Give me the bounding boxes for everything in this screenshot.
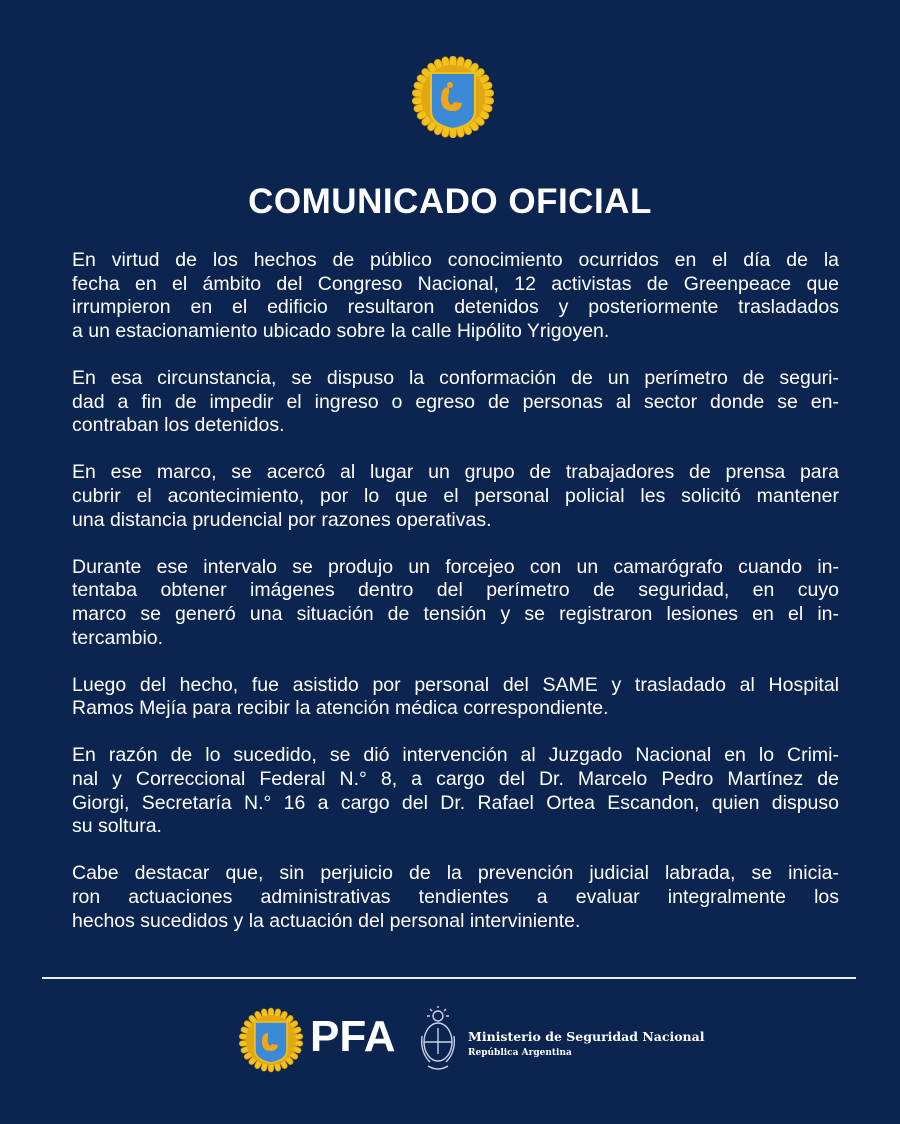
text-line: En esa circunstancia, se dispuso la conformación de un perímetro de seguri-: [72, 366, 839, 389]
text-line: cubrir el acontecimiento, por lo que el personal policial les solicitó mantener: [72, 484, 839, 507]
text-line: a un estacionamiento ubicado sobre la calle Hipólito Yrigoyen.: [72, 319, 610, 342]
text-line: Luego del hecho, fue asistido por personal del SAME y trasladado al Hospital: [72, 673, 839, 696]
pfa-wordmark: PFA: [310, 1012, 396, 1061]
paragraph: [72, 249, 839, 343]
text-line: su soltura.: [72, 815, 162, 838]
text-line: irrumpieron en el edificio resultaron detenidos y posteriormente trasladados: [72, 296, 839, 319]
text-line: tercambio.: [72, 626, 164, 649]
text-line: ron actuaciones administrativas tendientes a evaluar integralmente los: [72, 886, 839, 909]
text-line: Cabe destacar que, sin perjuicio de la prevención judicial labrada, se inicia-: [72, 862, 839, 885]
pfa-seal-logo: [399, 56, 507, 138]
paragraph: [72, 862, 839, 933]
paragraph: [72, 674, 839, 721]
text-line: contraban los detenidos.: [72, 414, 285, 437]
text-line: Giorgi, Secretaría N.° 16 a cargo del Dr. Rafael Ortea Escandon, quien dispuso: [72, 791, 839, 814]
country-name: República Argentina: [468, 1048, 572, 1058]
text-line: hechos sucedidos y la actuación del personal interviniente.: [72, 909, 581, 932]
argentina-coat-of-arms-icon: [418, 1006, 458, 1074]
text-line: nal y Correccional Federal N.° 8, a cargo del Dr. Marcelo Pedro Martínez de: [72, 768, 839, 791]
paragraph: [72, 744, 839, 838]
text-line: marco se generó una situación de tensión y se registraron lesiones en el in-: [72, 602, 839, 625]
ministry-name: Ministerio de Seguridad Nacional: [468, 1029, 705, 1044]
paragraph: [72, 556, 839, 650]
paragraph: [72, 461, 839, 532]
text-line: dad a fin de impedir el ingreso o egreso de personas al sector donde se en-: [72, 390, 839, 413]
page-title: COMUNICADO OFICIAL: [248, 182, 652, 221]
text-line: En razón de lo sucedido, se dió intervención al Juzgado Nacional en lo Crimi-: [72, 744, 839, 767]
text-line: Ramos Mejía para recibir la atención médica correspondiente.: [72, 697, 609, 720]
paragraph: [72, 367, 839, 438]
text-line: En ese marco, se acercó al lugar un grupo de trabajadores de prensa para: [72, 461, 839, 484]
divider: [42, 977, 856, 979]
text-line: Durante ese intervalo se produjo un forcejeo con un camarógrafo cuando in-: [72, 555, 839, 578]
text-line: tentaba obtener imágenes dentro del perímetro de seguridad, en cuyo: [72, 579, 839, 602]
text-line: una distancia prudencial por razones operativas.: [72, 508, 492, 531]
statement-body: [72, 249, 839, 957]
text-line: En virtud de los hechos de público conocimiento ocurridos en el día de la: [72, 249, 839, 271]
pfa-footer-seal-icon: [238, 1007, 304, 1073]
text-line: fecha en el ámbito del Congreso Nacional, 12 activistas de Greenpeace que: [72, 272, 839, 295]
